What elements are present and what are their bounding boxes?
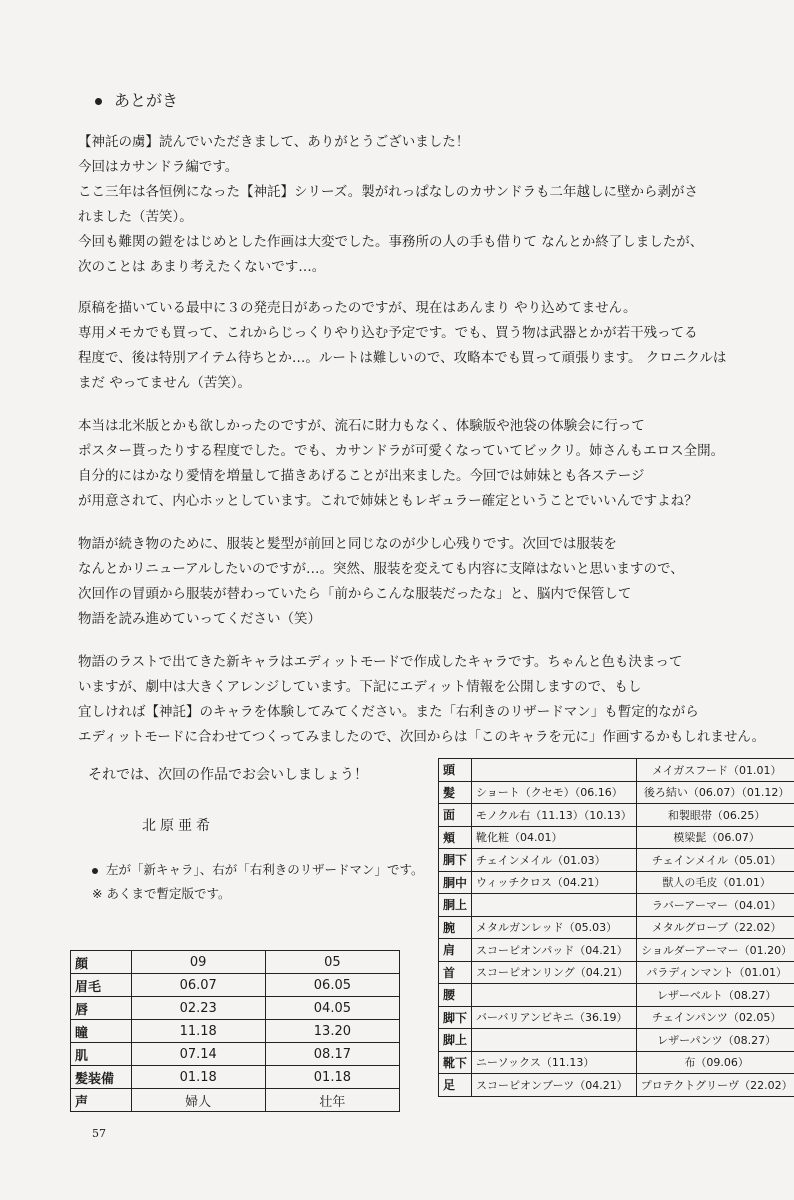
table-cell: 腰 (439, 984, 472, 1007)
text-line: 次回作の冒頭から服装が替わっていたら「前からこんな服装だったな」と、脳内で保管して (78, 586, 632, 602)
paragraph (78, 414, 768, 514)
table-row (439, 1006, 794, 1029)
text-line: 自分的にはかなり愛情を増量して描きあげることが出来ました。今回では姉妹とも各ステージ (78, 468, 645, 484)
table-cell: 面 (439, 804, 472, 827)
table-row (439, 804, 794, 827)
section-heading: あとがき (95, 88, 178, 111)
table-cell: プロテクトグリーヴ（22.02） (636, 1074, 794, 1097)
table-cell: スコーピオンブーツ（04.21） (472, 1074, 637, 1097)
table-row (71, 1043, 400, 1066)
table-cell: チェインパンツ（02.05） (636, 1006, 794, 1029)
table-cell: チェインメイル（01.03） (472, 849, 637, 872)
text-line: れました（苦笑）。 (78, 209, 193, 225)
table-row (439, 1051, 794, 1074)
table-cell: 06.07 (131, 974, 265, 997)
table-cell (472, 1029, 637, 1052)
bullet-icon (95, 98, 102, 105)
author-name: 北原亜希 (142, 818, 214, 834)
table-cell (472, 894, 637, 917)
notes (92, 858, 424, 906)
table-cell: 08.17 (265, 1043, 399, 1066)
table-cell: 13.20 (265, 1020, 399, 1043)
text-line: 物語を読み進めていってください（笑） (78, 611, 321, 627)
paragraph (78, 130, 768, 280)
table-row (71, 951, 400, 974)
table-cell: スコーピオンリング（04.21） (472, 961, 637, 984)
table-cell: 11.18 (131, 1020, 265, 1043)
text-line: まだ やってません（苦笑）。 (78, 375, 252, 391)
table-row (439, 781, 794, 804)
table-cell: 脚下 (439, 1006, 472, 1029)
table-cell: 髪 (439, 781, 472, 804)
table-cell: 09 (131, 951, 265, 974)
table-cell: 首 (439, 961, 472, 984)
text-line: 【神託の虜】読んでいただきまして、ありがとうございました！ (78, 134, 470, 150)
text-line: ポスター貰ったりする程度でした。でも、カサンドラが可愛くなっていてビックリ。姉さんもエロス全開。 (78, 443, 725, 459)
table-cell: 壮年 (265, 1089, 399, 1112)
table-row (71, 974, 400, 997)
table-cell: 靴化粧（04.01） (472, 826, 637, 849)
table-cell: 01.18 (131, 1066, 265, 1089)
text-line: エディットモードに合わせてつくってみましたので、次回からは「このキャラを元に」作画するかもしれません。 (78, 729, 766, 745)
table-cell: 胴上 (439, 894, 472, 917)
table-cell: パラディンマント（01.01） (636, 961, 794, 984)
table-cell: 瞳 (71, 1020, 132, 1043)
table-row (439, 871, 794, 894)
table-cell: 顔 (71, 951, 132, 974)
table-row (71, 1089, 400, 1112)
table-row (439, 1074, 794, 1097)
table-cell (472, 759, 637, 782)
table-cell: 脚上 (439, 1029, 472, 1052)
text-line: 今回も難関の鎧をはじめとした作画は大変でした。事務所の人の手も借りて なんとか終了しましたが、 (78, 234, 704, 250)
table-cell: ウィッチクロス（04.21） (472, 871, 637, 894)
face-settings-table (70, 950, 400, 1112)
table-cell: 和製眼帯（06.25） (636, 804, 794, 827)
table-cell: レザーパンツ（08.27） (636, 1029, 794, 1052)
paragraph (78, 532, 768, 632)
table-cell: 肌 (71, 1043, 132, 1066)
table-cell: 胴中 (439, 871, 472, 894)
table-cell: メタルグローブ（22.02） (636, 916, 794, 939)
table-row (439, 826, 794, 849)
text-line: いますが、劇中は大きくアレンジしています。下記にエディット情報を公開しますので、もし (78, 679, 642, 695)
table-row (439, 894, 794, 917)
text-line: 本当は北米版とかも欲しかったのですが、流石に財力もなく、体験版や池袋の体験会に行って (78, 418, 645, 434)
table-cell: チェインメイル（05.01） (636, 849, 794, 872)
note-line: ※ あくまで暫定版です。 (92, 886, 231, 901)
text-line: 次のことは あまり考えたくないです…。 (78, 259, 326, 275)
table-cell: 獣人の毛皮（01.01） (636, 871, 794, 894)
text-line: なんとかリニューアルしたいのですが…。突然、服装を変えても内容に支障はないと思いますので、 (78, 561, 684, 577)
table-cell: 肩 (439, 939, 472, 962)
table-cell: メイガスフード（01.01） (636, 759, 794, 782)
text-line: 物語が続き物のために、服装と髪型が前回と同じなのが少し心残りです。次回では服装を (78, 536, 617, 552)
text-line: 程度で、後は特別アイテム待ちとか…。ルートは難しいので、攻略本でも買って頑張ります。 クロニクルは (78, 350, 727, 366)
table-cell: 足 (439, 1074, 472, 1097)
table-cell: 06.05 (265, 974, 399, 997)
bullet-icon (92, 868, 98, 874)
table-row (71, 1066, 400, 1089)
table-row (439, 1029, 794, 1052)
table-row (71, 1020, 400, 1043)
text-line: 今回はカサンドラ編です。 (78, 159, 239, 175)
paragraph (78, 296, 768, 396)
table-row (439, 759, 794, 782)
table-cell: 胴下 (439, 849, 472, 872)
note-line: 左が「新キャラ」、右が「右利きのリザードマン」です。 (92, 858, 424, 882)
table-cell: ラバーアーマー（04.01） (636, 894, 794, 917)
text-line: が用意されて、内心ホッとしています。これで姉妹ともレギュラー確定ということでいいんですよね？ (78, 493, 698, 509)
table-row (439, 961, 794, 984)
table-cell (472, 984, 637, 1007)
text-line: ここ三年は各恒例になった【神託】シリーズ。製がれっぱなしのカサンドラも二年越しに壁から剥がさ (78, 184, 699, 200)
table-row (439, 849, 794, 872)
table-cell: 01.18 (265, 1066, 399, 1089)
table-cell: メタルガンレッド（05.03） (472, 916, 637, 939)
table-cell: 頬 (439, 826, 472, 849)
table-cell: 頭 (439, 759, 472, 782)
table-cell: 声 (71, 1089, 132, 1112)
table-row (439, 916, 794, 939)
table-cell: バーバリアンビキニ（36.19） (472, 1006, 637, 1029)
table-cell: 腕 (439, 916, 472, 939)
table-cell: 布（09.06） (636, 1051, 794, 1074)
table-cell: レザーベルト（08.27） (636, 984, 794, 1007)
table-row (439, 939, 794, 962)
table-row (439, 984, 794, 1007)
text-line: 物語のラストで出てきた新キャラはエディットモードで作成したキャラです。ちゃんと色も決まって (78, 654, 683, 670)
page-number: 57 (92, 1127, 106, 1140)
table-cell: 唇 (71, 997, 132, 1020)
table-cell: 07.14 (131, 1043, 265, 1066)
table-cell: 02.23 (131, 997, 265, 1020)
table-cell: 04.05 (265, 997, 399, 1020)
table-cell: スコーピオンパッド（04.21） (472, 939, 637, 962)
equipment-table (438, 758, 794, 1097)
table-row (71, 997, 400, 1020)
table-cell: 模梁髭（06.07） (636, 826, 794, 849)
paragraph (78, 650, 768, 750)
table-cell: 婦人 (131, 1089, 265, 1112)
closing-line: それでは、次回の作品でお会いしましょう！ (88, 767, 368, 783)
text-line: 原稿を描いている最中に３の発売日があったのですが、現在はあんまり やり込めてません。 (78, 300, 637, 316)
table-cell: 靴下 (439, 1051, 472, 1074)
table-cell: 後ろ結い（06.07）（01.12） (636, 781, 794, 804)
table-cell: 05 (265, 951, 399, 974)
table-cell: モノクル右（11.13）（10.13） (472, 804, 637, 827)
table-cell: ショルダーアーマー（01.20） (636, 939, 794, 962)
table-cell: ニーソックス（11.13） (472, 1051, 637, 1074)
text-line: 専用メモカでも買って、これからじっくりやり込む予定です。でも、買う物は武器とかが若干残ってる (78, 325, 698, 341)
text-line: 宜しければ【神託】のキャラを体験してみてください。また「右利きのリザードマン」も暫定的ながら (78, 704, 699, 720)
table-cell: 眉毛 (71, 974, 132, 997)
table-cell: ショート（クセモ）（06.16） (472, 781, 637, 804)
table-cell: 髪装備 (71, 1066, 132, 1089)
